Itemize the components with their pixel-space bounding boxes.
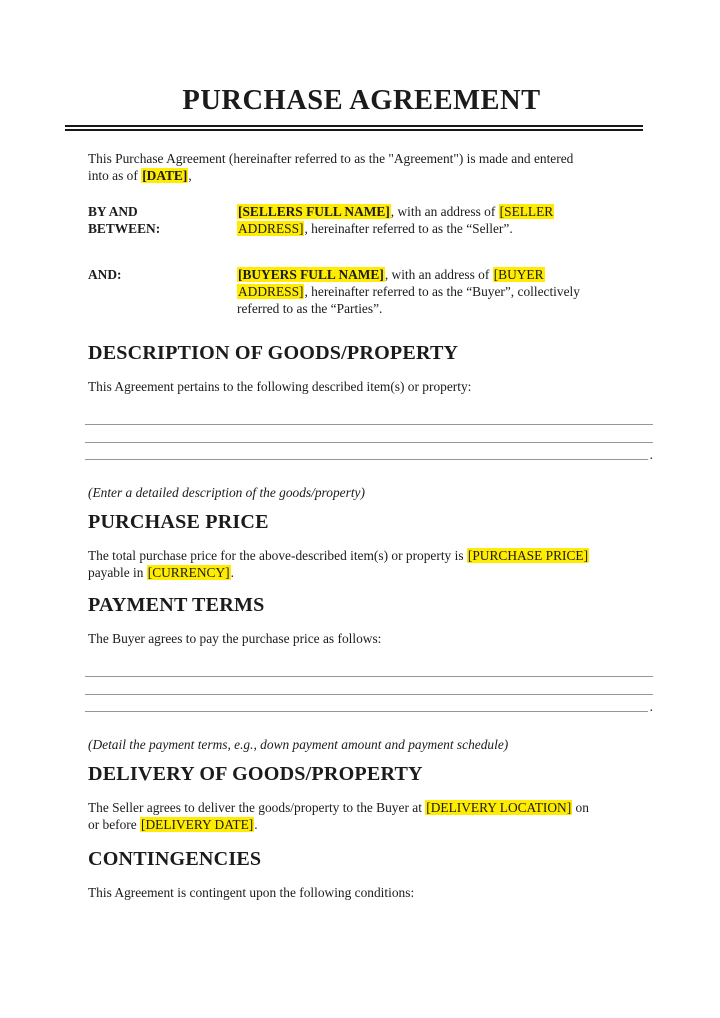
parties-block xyxy=(88,203,635,317)
fill-line-group xyxy=(85,659,653,712)
placeholder-token: [BUYER xyxy=(493,267,544,282)
section-heading: CONTINGENCIES xyxy=(88,848,262,870)
title-divider xyxy=(65,125,643,131)
fill-line xyxy=(85,443,653,460)
fill-line-rule xyxy=(85,695,648,712)
section-description xyxy=(88,342,653,501)
section-heading: PAYMENT TERMS xyxy=(88,594,265,616)
fill-line xyxy=(85,659,653,677)
fill-line-rule xyxy=(85,443,648,460)
placeholder-token: ADDRESS] xyxy=(238,221,304,236)
section-heading: PURCHASE PRICE xyxy=(88,511,269,533)
fill-line xyxy=(85,425,653,443)
fill-line xyxy=(85,407,653,425)
placeholder-token: ADDRESS] xyxy=(238,284,304,299)
party-text: [SELLERS FULL NAME], with an address of [SELLER ADDRESS], hereinafter referred to as the “Seller”. xyxy=(238,204,554,236)
section-purchase-price xyxy=(88,511,635,581)
hint-text: (Enter a detailed description of the goods/property) xyxy=(88,485,365,500)
party-row-seller xyxy=(88,203,635,237)
trailing-period: . xyxy=(649,699,653,714)
hint-text: (Detail the payment terms, e.g., down payment amount and payment schedule) xyxy=(88,737,509,752)
section-heading: DESCRIPTION OF GOODS/PROPERTY xyxy=(88,342,459,364)
placeholder-token: [DATE] xyxy=(142,168,188,183)
placeholder-token: [SELLER xyxy=(499,204,554,219)
section-paragraph: This Agreement is contingent upon the following conditions: xyxy=(88,885,415,900)
trailing-period: . xyxy=(649,447,653,462)
party-text: [BUYERS FULL NAME], with an address of [BUYER ADDRESS], hereinafter referred to as the “Buyer”, collectively referred to as the “Parties”. xyxy=(237,267,580,316)
section-heading: DELIVERY OF GOODS/PROPERTY xyxy=(88,763,423,785)
fill-line xyxy=(85,695,653,712)
placeholder-token: [BUYERS FULL NAME] xyxy=(238,267,384,282)
section-paragraph: This Agreement pertains to the following described item(s) or property: xyxy=(88,379,472,394)
placeholder-token: [DELIVERY DATE] xyxy=(141,817,254,832)
intro-paragraph: This Purchase Agreement (hereinafter referred to as the "Agreement") is made and entered into as of [DATE], xyxy=(88,151,574,183)
party-row-buyer xyxy=(88,266,635,317)
fill-line-group xyxy=(85,407,653,460)
placeholder-token: [PURCHASE PRICE] xyxy=(467,548,589,563)
section-payment-terms xyxy=(88,594,653,753)
party-label: AND: xyxy=(88,267,122,282)
party-label: BY AND BETWEEN: xyxy=(88,204,161,236)
section-paragraph: The Buyer agrees to pay the purchase price as follows: xyxy=(88,631,382,646)
section-delivery xyxy=(88,763,635,833)
fill-line xyxy=(85,677,653,695)
page-title: PURCHASE AGREEMENT xyxy=(182,85,541,116)
placeholder-token: [DELIVERY LOCATION] xyxy=(426,800,572,815)
section-paragraph: The Seller agrees to deliver the goods/property to the Buyer at [DELIVERY LOCATION] on or before [DELIVERY DATE]. xyxy=(88,800,589,832)
placeholder-token: [CURRENCY] xyxy=(147,565,230,580)
section-paragraph: The total purchase price for the above-described item(s) or property is [PURCHASE PRICE] payable in [CURRENCY]. xyxy=(88,548,589,580)
section-contingencies xyxy=(88,848,635,901)
placeholder-token: [SELLERS FULL NAME] xyxy=(238,204,390,219)
